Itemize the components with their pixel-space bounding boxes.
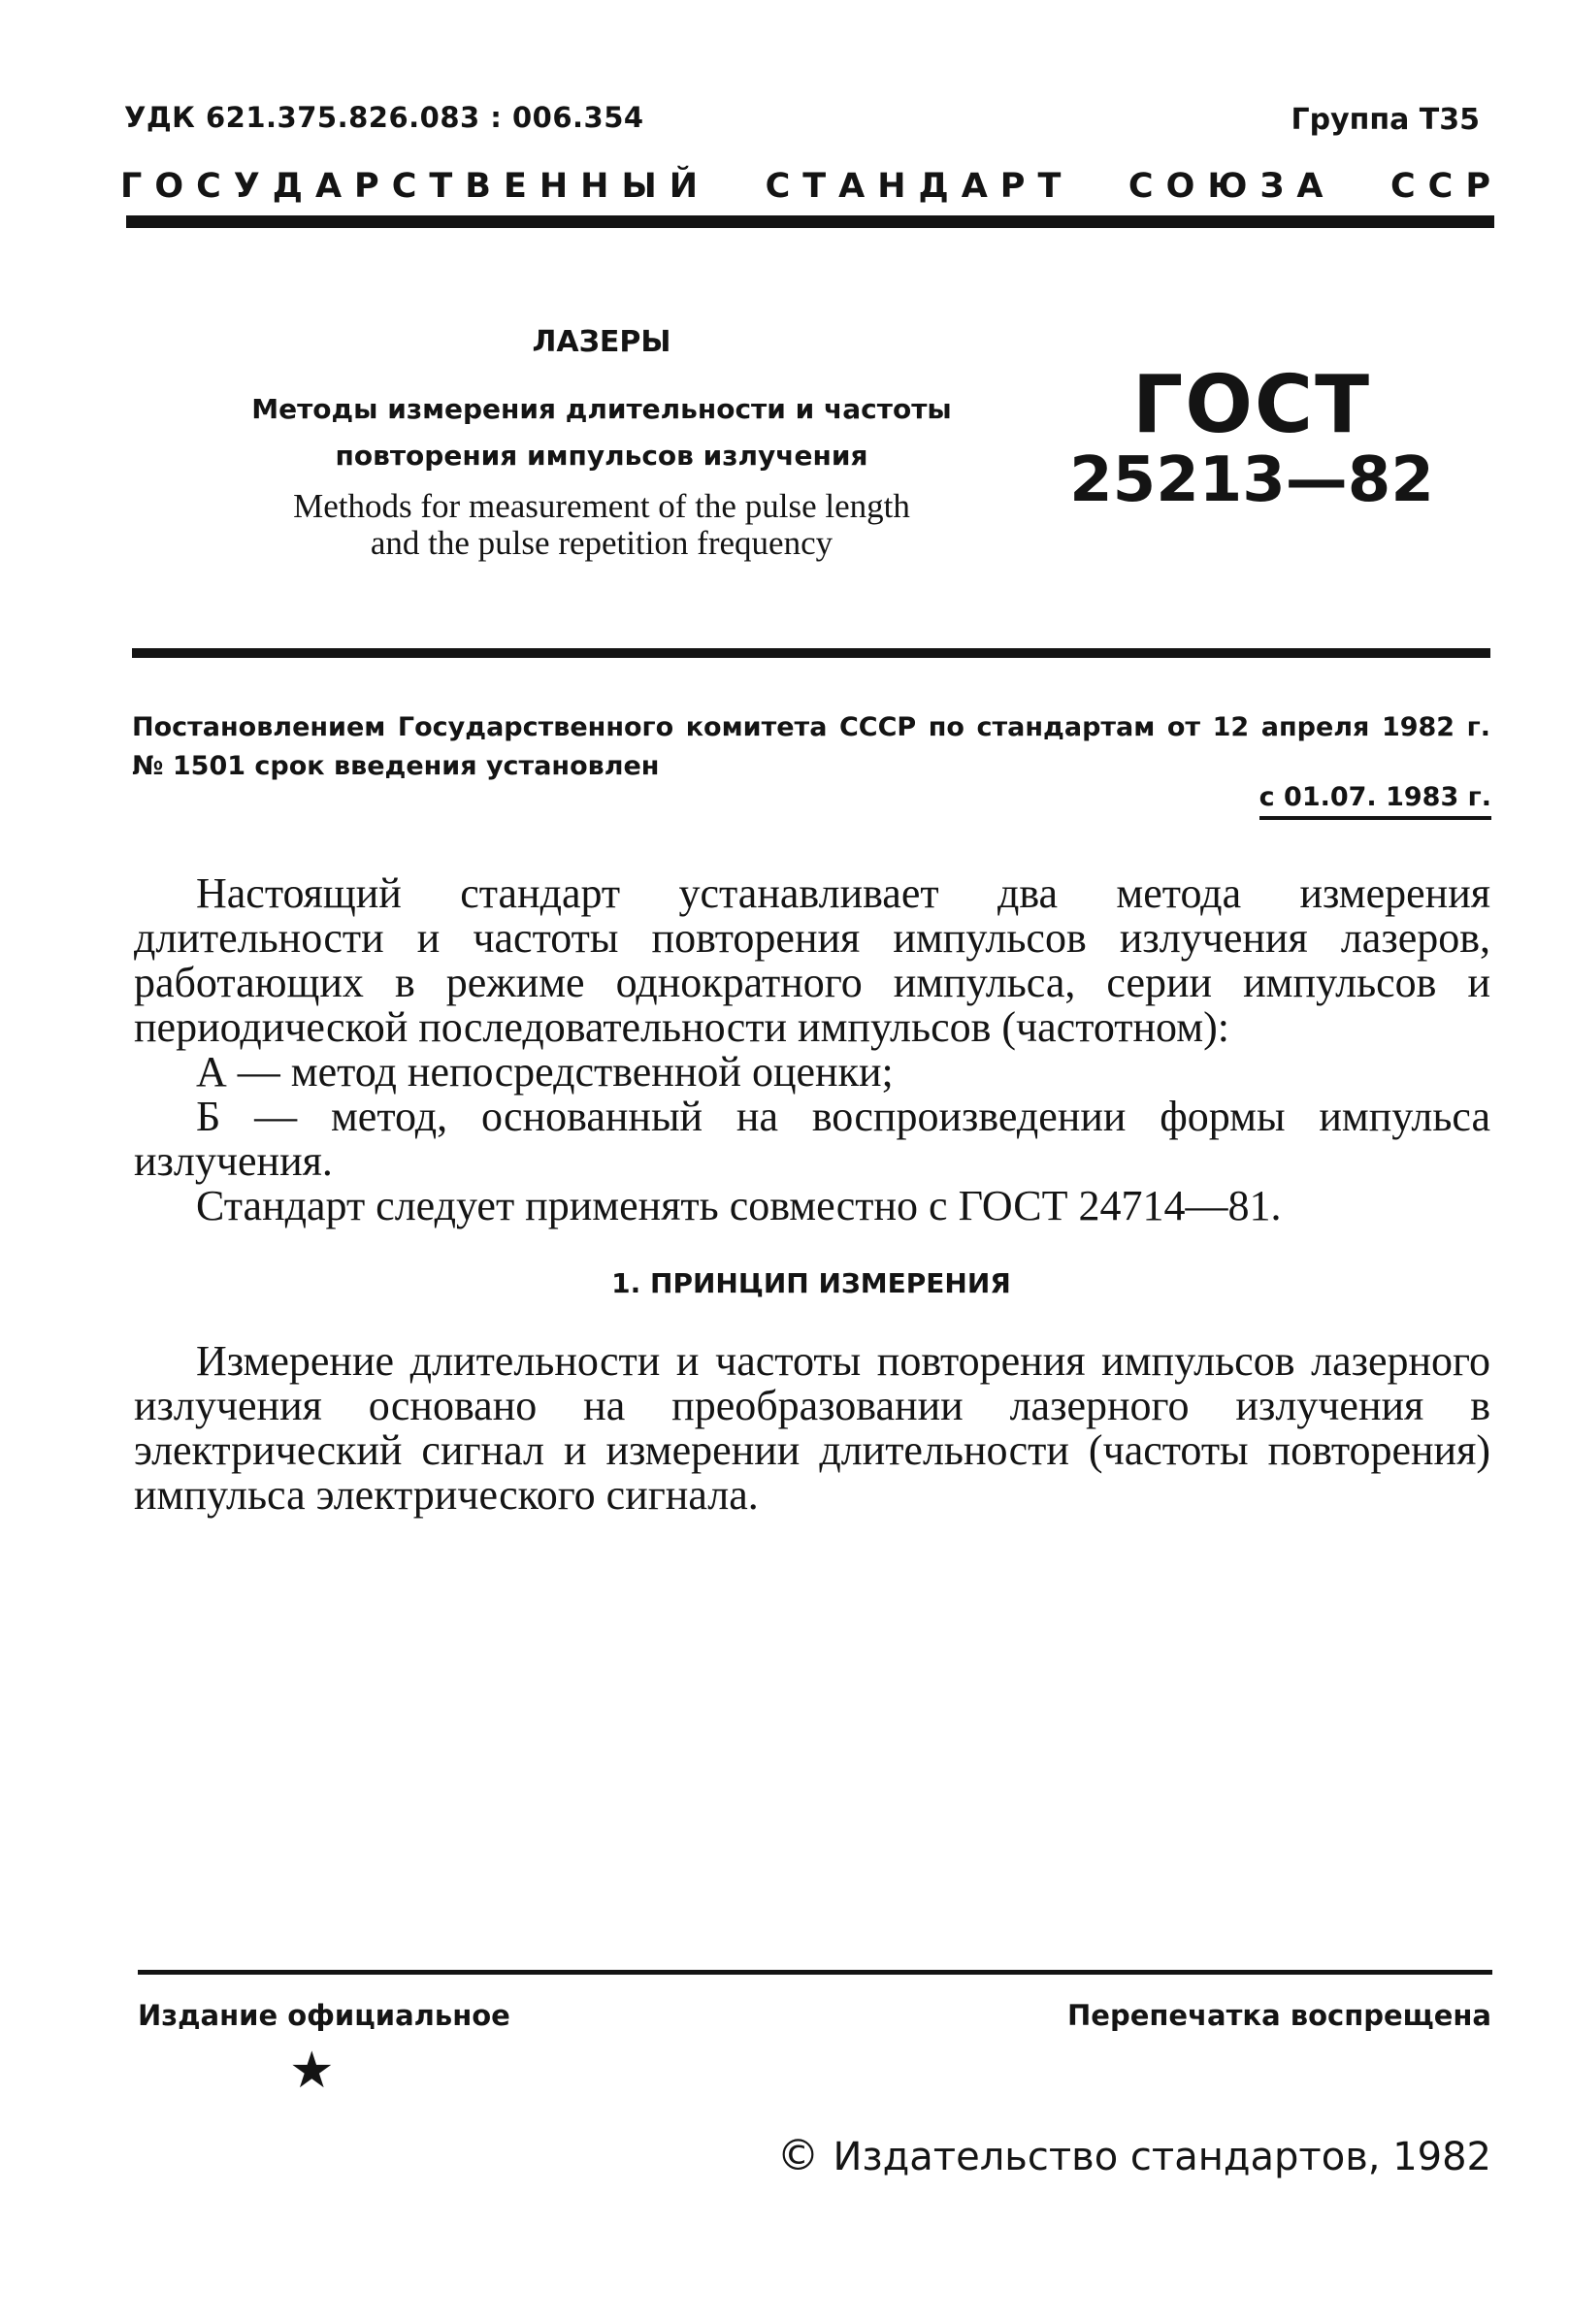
banner-letter: Ю	[1207, 167, 1248, 206]
banner-letter: А	[838, 167, 866, 206]
banner-letter: Т	[802, 167, 827, 206]
footer-rule	[138, 1970, 1492, 1975]
usage-note: Стандарт следует применять совместно с ГОСТ 24714—81.	[196, 1182, 1282, 1229]
banner-letter: А	[961, 167, 988, 206]
banner-letter: С	[765, 167, 791, 206]
intro-paragraph: Настоящий стандарт устанавливает два метода измерения длительности и частоты повторения импульсов излучения лазеров, работающих в режиме однократного импульса, серии импульсов и периодической последовательности импульсов (частотном):	[134, 869, 1490, 1051]
banner-letter: О	[1165, 167, 1195, 206]
banner-letter: Р	[1465, 167, 1490, 206]
banner-letter: С	[1128, 167, 1154, 206]
title-rule	[132, 648, 1490, 658]
banner-word	[120, 167, 698, 206]
subtitle-english-line: Methods for measurement of the pulse length	[293, 487, 910, 525]
banner-letter: Г	[120, 167, 143, 206]
subtitle-russian	[184, 386, 1019, 479]
banner-letter: С	[196, 167, 221, 206]
principle-section	[134, 1339, 1490, 1518]
banner-letter: С	[391, 167, 417, 206]
group-code: Группа Т35	[1291, 103, 1480, 137]
decree-text: Постановлением Государственного комитета СССР по стандартам от 12 апреля 1982 г. № 1501 срок введения установлен	[132, 712, 1490, 781]
principle-paragraph: Измерение длительности и частоты повторения импульсов лазерного излучения основано на преобразовании лазерного излучения в электрический сигнал и измерении длительности (частоты повторения) импульса электрического сигнала.	[134, 1337, 1490, 1519]
banner-word	[1390, 167, 1490, 206]
state-standard-banner	[120, 167, 1490, 206]
subtitle-russian-line: повторения импульсов излучения	[335, 440, 868, 472]
banner-word	[1128, 167, 1324, 206]
banner-letter: Д	[918, 167, 949, 206]
banner-letter: А	[1296, 167, 1324, 206]
banner-letter: З	[1259, 167, 1285, 206]
reprint-notice: Перепечатка воспрещена	[1067, 1999, 1491, 2032]
subtitle-russian-line: Методы измерения длительности и частоты	[251, 393, 952, 425]
banner-word	[766, 167, 1062, 206]
topic-title: ЛАЗЕРЫ	[532, 325, 671, 359]
method-b-item: Б — метод, основанный на воспроизведении формы импульса излучения.	[134, 1093, 1490, 1185]
banner-letter: Д	[272, 167, 303, 206]
star-icon: ★	[289, 2042, 335, 2100]
udk-code: УДК 621.375.826.083 : 006.354	[124, 101, 644, 134]
intro-section	[134, 871, 1490, 1228]
banner-letter: О	[154, 167, 184, 206]
banner-letter: Т	[1037, 167, 1062, 206]
method-a-item: А — метод непосредственной оценки;	[196, 1048, 894, 1096]
official-edition-label: Издание официальное	[138, 1999, 510, 2032]
banner-letter: С	[1427, 167, 1454, 206]
banner-letter: Н	[580, 167, 609, 206]
banner-letter: Й	[669, 167, 699, 206]
banner-letter: Е	[503, 167, 527, 206]
subtitle-english-line: and the pulse repetition frequency	[370, 524, 834, 562]
banner-letter: С	[1389, 167, 1416, 206]
copyright-text: Издательство стандартов, 1982	[833, 2135, 1491, 2179]
banner-letter: Р	[999, 167, 1026, 206]
section-heading: 1. ПРИНЦИП ИЗМЕРЕНИЯ	[611, 1267, 1011, 1299]
gost-number: 25213—82	[1069, 444, 1434, 516]
copyright-icon: ©	[776, 2131, 820, 2180]
subtitle-english	[184, 488, 1019, 562]
header-rule	[126, 215, 1494, 228]
banner-letter: У	[233, 167, 260, 206]
effective-date: с 01.07. 1983 г.	[1259, 782, 1491, 820]
banner-letter: Н	[877, 167, 906, 206]
banner-letter: В	[465, 167, 491, 206]
banner-letter: Р	[354, 167, 379, 206]
banner-letter: Т	[429, 167, 453, 206]
gost-label: ГОСТ	[1131, 359, 1372, 451]
banner-letter: Ы	[621, 167, 657, 206]
copyright-line	[776, 2131, 1491, 2180]
banner-letter: Н	[539, 167, 569, 206]
banner-letter: А	[314, 167, 343, 206]
